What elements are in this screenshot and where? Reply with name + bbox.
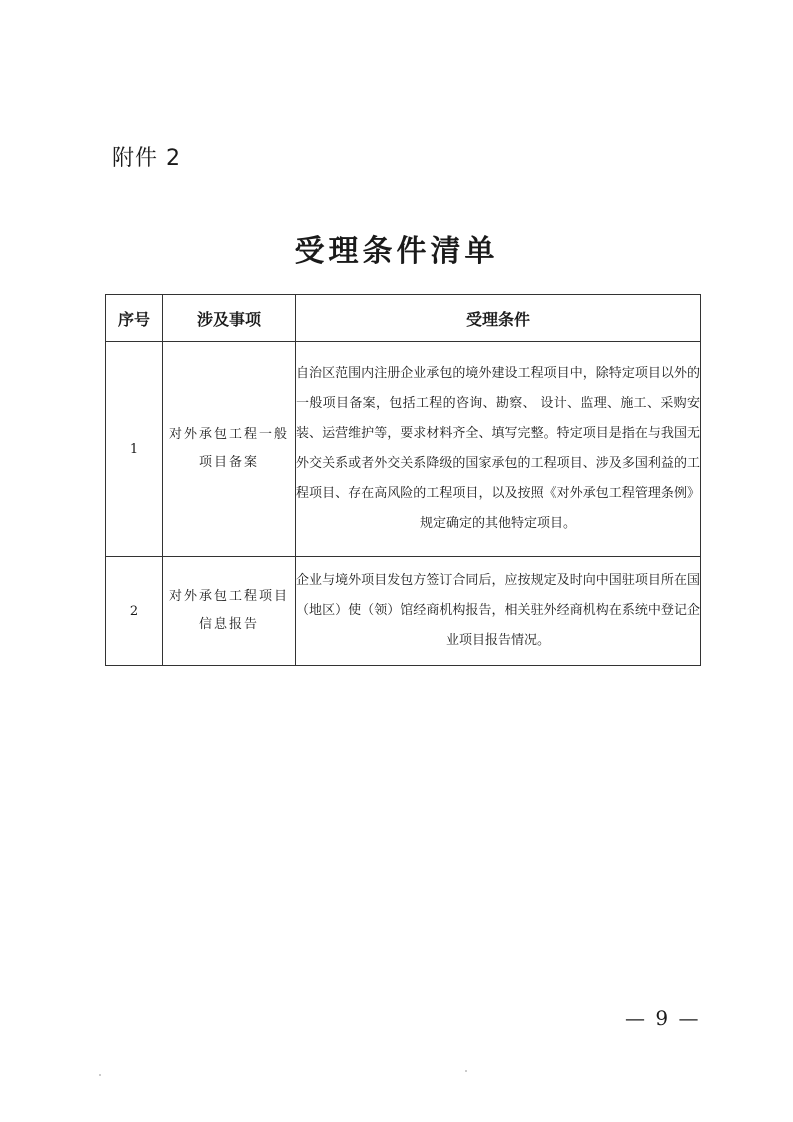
scan-speck bbox=[465, 1070, 467, 1072]
table-header-row bbox=[106, 295, 701, 342]
table-row bbox=[106, 557, 701, 666]
header-item: 涉及事项 bbox=[163, 295, 296, 342]
attachment-label: 附件 2 bbox=[112, 146, 181, 171]
row-item: 对外承包工程一般项目备案 bbox=[163, 342, 296, 557]
document-title: 受理条件清单 bbox=[294, 234, 499, 269]
scan-speck bbox=[99, 1074, 101, 1076]
header-condition: 受理条件 bbox=[296, 295, 701, 342]
page-number: — 9 — bbox=[625, 1006, 701, 1030]
header-serial-number: 序号 bbox=[106, 295, 163, 342]
row-item: 对外承包工程项目信息报告 bbox=[163, 557, 296, 666]
row-condition: 自治区范围内注册企业承包的境外建设工程项目中，除特定项目以外的一般项目备案，包括工程的咨询、勘察、 设计、监理、施工、采购安装、运营维护等，要求材料齐全、填写完整。特定项目是指在与我国无外交关系或者外交关系降级的国家承包的工程项目、涉及多国利益的工程项目、存在高风险的工程项目，以及按照《对外承包工程管理条例》规定确定的其他特定项目。 bbox=[296, 342, 701, 557]
conditions-table bbox=[105, 294, 701, 666]
table-row bbox=[106, 342, 701, 557]
row-serial-number: 2 bbox=[106, 557, 163, 666]
row-serial-number: 1 bbox=[106, 342, 163, 557]
row-condition: 企业与境外项目发包方签订合同后，应按规定及时向中国驻项目所在国（地区）使（领）馆经商机构报告，相关驻外经商机构在系统中登记企业项目报告情况。 bbox=[296, 557, 701, 666]
